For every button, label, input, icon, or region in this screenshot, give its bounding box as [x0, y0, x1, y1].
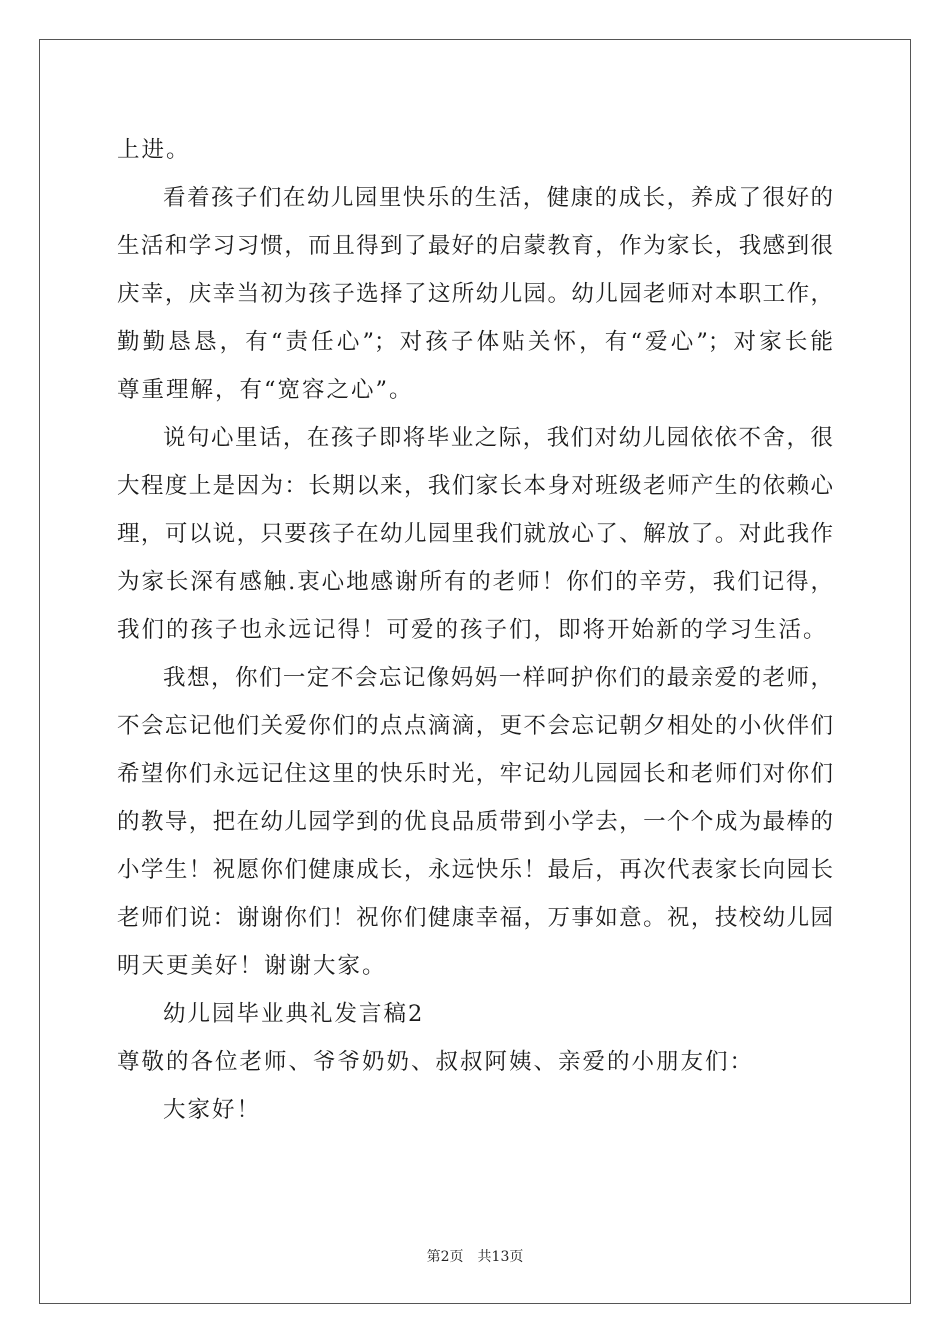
text-line: 我们的孩子也永远记得！可爱的孩子们，即将开始新的学习生活。 — [117, 617, 828, 643]
text-line: 庆幸，庆幸当初为孩子选择了这所幼儿园。幼儿园老师对本职工作， — [117, 281, 833, 307]
text-line: 希望你们永远记住这里的快乐时光，牢记幼儿园园长和老师们对你们 — [117, 761, 833, 787]
text-line: 生活和学习习惯，而且得到了最好的启蒙教育，作为家长，我感到很 — [117, 233, 833, 259]
text-line: 大家好！ — [163, 1097, 262, 1123]
text-line: 明天更美好！谢谢大家。 — [117, 953, 387, 979]
text-line: 上进。 — [117, 137, 191, 163]
text-line: 尊敬的各位老师、爷爷奶奶、叔叔阿姨、亲爱的小朋友们： — [117, 1049, 755, 1075]
text-line: 小学生！祝愿你们健康成长，永远快乐！最后，再次代表家长向园长 — [117, 857, 833, 883]
text-line: 看着孩子们在幼儿园里快乐的生活，健康的成长，养成了很好的 — [163, 185, 833, 211]
text-line: 勤勤恳恳，有“责任心”；对孩子体贴关怀，有“爱心”；对家长能 — [117, 329, 833, 355]
text-line: 幼儿园毕业典礼发言稿2 — [163, 1001, 425, 1027]
text-line: 尊重理解，有“宽容之心”。 — [117, 377, 414, 403]
text-line: 为家长深有感触.衷心地感谢所有的老师！你们的辛劳，我们记得， — [117, 569, 833, 595]
document-body — [117, 126, 833, 1134]
text-line: 理，可以说，只要孩子在幼儿园里我们就放心了、解放了。对此我作 — [117, 521, 833, 547]
text-line: 的教导，把在幼儿园学到的优良品质带到小学去，一个个成为最棒的 — [117, 809, 833, 835]
text-line: 老师们说：谢谢你们！祝你们健康幸福，万事如意。祝，技校幼儿园 — [117, 905, 833, 931]
page-number-footer: 第2页 共13页 — [426, 1249, 524, 1265]
text-line: 不会忘记他们关爱你们的点点滴滴，更不会忘记朝夕相处的小伙伴们 — [117, 713, 833, 739]
text-line: 大程度上是因为：长期以来，我们家长本身对班级老师产生的依赖心 — [117, 473, 833, 499]
text-line: 我想，你们一定不会忘记像妈妈一样呵护你们的最亲爱的老师， — [163, 665, 833, 691]
text-line: 说句心里话，在孩子即将毕业之际，我们对幼儿园依依不舍，很 — [163, 425, 833, 451]
